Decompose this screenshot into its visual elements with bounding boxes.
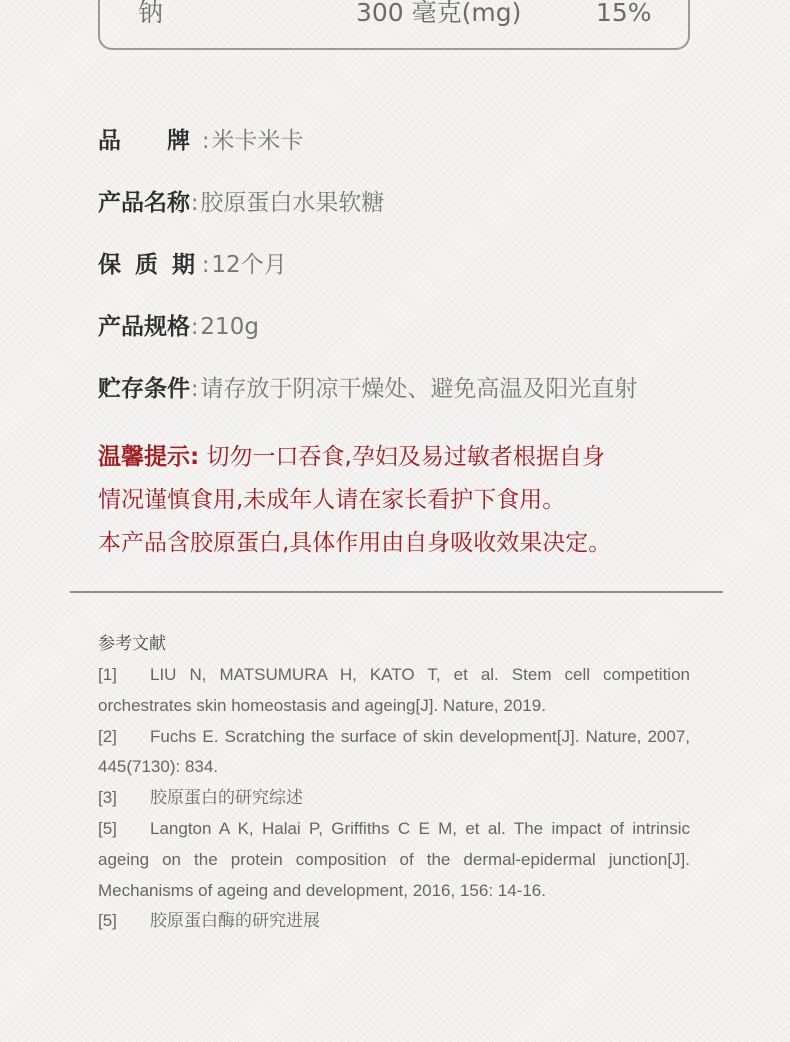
info-row-shelf-life (98, 250, 287, 281)
warning-text-3: 本产品含胶原蛋白,具体作用由自身吸收效果决定。 (98, 530, 612, 556)
reference-item (98, 722, 690, 784)
reference-number: [3] (98, 788, 117, 808)
reference-text: 胶原蛋白酶的研究进展 (150, 911, 320, 931)
reference-item (98, 906, 690, 937)
reference-number: [5] (98, 911, 117, 931)
reference-item (98, 783, 690, 814)
nutrient-name: 钠 (138, 0, 164, 27)
info-row-storage (98, 374, 637, 405)
reference-number: [2] (98, 726, 117, 746)
warning-line-1 (98, 436, 698, 479)
info-label: 保 质 期 (98, 252, 199, 278)
nutrient-amount: 300 毫克(mg) (356, 0, 522, 27)
reference-text: 胶原蛋白的研究综述 (150, 788, 303, 808)
info-value: 12个月 (211, 252, 287, 278)
info-value: 胶原蛋白水果软糖 (200, 190, 385, 216)
reference-number: [1] (98, 665, 117, 684)
info-value: 米卡米卡 (211, 128, 304, 154)
info-colon: : (191, 377, 199, 402)
info-label: 品 牌 (98, 128, 190, 154)
warning-notice (98, 436, 698, 565)
warning-label: 温馨提示 (98, 444, 190, 470)
warning-text-2: 情况谨慎食用,未成年人请在家长看护下食用。 (98, 487, 566, 513)
references-title: 参考文献 (98, 634, 166, 654)
warning-colon: : (190, 444, 200, 470)
reference-item (98, 660, 690, 722)
info-colon: : (202, 129, 210, 154)
section-divider (70, 591, 723, 593)
info-value: 请存放于阴凉干燥处、避免高温及阳光直射 (200, 376, 638, 402)
info-row-product-name (98, 188, 384, 219)
info-label: 贮存条件 (98, 376, 190, 402)
nutrient-percent: 15% (596, 0, 652, 27)
references-list (98, 660, 690, 937)
reference-text: Langton A K, Halai P, Griffiths C E M, et al. The impact of intrinsic ageing on the protein composition of the dermal-epidermal junction[J]. Mechanisms of ageing and development, 2016, 156: 14-16. (98, 818, 690, 900)
info-row-brand (98, 126, 303, 157)
info-colon: : (202, 253, 210, 278)
reference-text: LIU N, MATSUMURA H, KATO T, et al. Stem cell competition orchestrates skin homeostasis and ageing[J]. Nature, 2019. (98, 665, 690, 715)
reference-text: Fuchs E. Scratching the surface of skin development[J]. Nature, 2007, 445(7130): 834. (98, 726, 690, 777)
info-label: 产品名称 (98, 190, 190, 216)
nutrition-table (98, 0, 690, 50)
info-label: 产品规格 (98, 314, 190, 340)
reference-item (98, 814, 690, 906)
info-value: 210g (200, 314, 259, 340)
info-colon: : (191, 315, 199, 340)
reference-number: [5] (98, 818, 117, 838)
warning-text-1: 切勿一口吞食,孕妇及易过敏者根据自身 (206, 444, 605, 470)
info-row-spec (98, 312, 259, 343)
info-colon: : (191, 191, 199, 216)
